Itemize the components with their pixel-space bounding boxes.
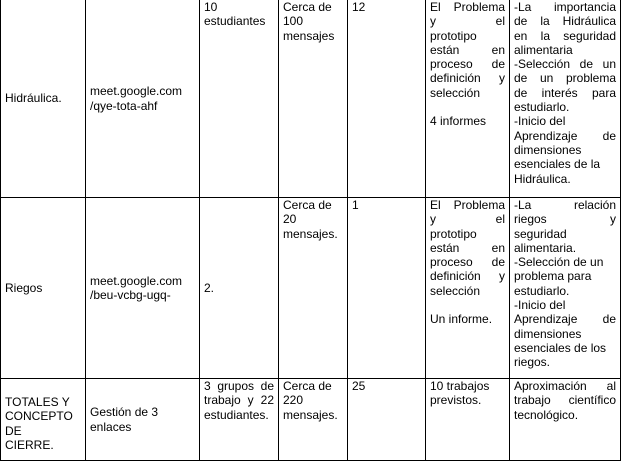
- progress-line: selección: [430, 283, 481, 298]
- activity-line: de un problema: [514, 71, 616, 86]
- messages-line: Cerca de: [283, 198, 332, 212]
- count-value: 25: [352, 379, 366, 393]
- progress-line: prototipo: [430, 226, 477, 241]
- activity-line: -Inicio del: [514, 114, 566, 129]
- progress-line: El Problema: [430, 198, 505, 212]
- count-cell: [348, 379, 426, 461]
- activity-line: dimensiones: [514, 142, 582, 157]
- group-name-cell: [1, 198, 86, 379]
- messages-cell: [279, 0, 348, 198]
- activity-line: de interés para: [514, 85, 616, 100]
- links-total-cell: [86, 379, 200, 461]
- progress-cell: [426, 198, 510, 379]
- totals-line: TOTALES Y: [5, 394, 70, 409]
- activity-line: estudiarlo.: [514, 100, 570, 115]
- totals-line: CIERRE.: [5, 437, 54, 452]
- activity-line: esenciales de la: [514, 157, 601, 172]
- activity-line: dimensiones: [514, 326, 582, 341]
- progress-line: proceso de: [430, 57, 505, 72]
- activity-line: alimentaria.: [514, 240, 577, 255]
- progress-line: prototipo: [430, 28, 477, 43]
- progress-line: 10 trabajos: [430, 379, 490, 393]
- activity-line: estudiarlo.: [514, 283, 570, 298]
- activities-cell: [510, 0, 621, 198]
- group-name: Hidráulica.: [5, 91, 62, 106]
- messages-line: Cerca de: [283, 379, 332, 393]
- activity-line: esenciales de los: [514, 340, 607, 355]
- table-row: [1, 198, 621, 379]
- activity-line: riegos y: [514, 212, 616, 227]
- count-value: 12: [352, 0, 366, 14]
- meet-link-host: meet.google.com: [90, 84, 183, 99]
- messages-line: 220: [283, 393, 304, 408]
- progress-line: selección: [430, 85, 481, 100]
- group-name-cell: [1, 0, 86, 198]
- table-row: [1, 379, 621, 461]
- progress-line: definición y: [430, 71, 505, 86]
- progress-line: están en: [430, 240, 505, 255]
- participants-line: 10: [204, 0, 218, 14]
- messages-cell: [279, 198, 348, 379]
- activity-line: Aprendizaje de: [514, 128, 616, 143]
- activity-line: -Selección de un: [514, 255, 604, 270]
- activity-line: problema para: [514, 269, 592, 284]
- participants-cell: [200, 379, 279, 461]
- reports-count: Un informe.: [430, 312, 493, 327]
- participants-line: trabajo y 22: [204, 393, 274, 408]
- meet-link-cell: [86, 0, 200, 198]
- activity-line: trabajo científico: [514, 393, 616, 408]
- messages-line: 20: [283, 212, 297, 227]
- participants-line: 3 grupos de: [204, 379, 274, 393]
- activity-line: en la seguridad: [514, 28, 616, 43]
- activity-line: tecnológico.: [514, 407, 579, 422]
- count-cell: [348, 198, 426, 379]
- activities-cell: [510, 198, 621, 379]
- count-value: 1: [352, 198, 359, 212]
- activity-line: Hidráulica.: [514, 171, 571, 186]
- activity-line: -Selección de un: [514, 57, 616, 72]
- participants-line: estudiantes: [204, 14, 266, 29]
- meet-link-host: meet.google.com: [90, 273, 183, 288]
- links-total-line: Gestión de 3: [90, 405, 159, 420]
- activity-line: -La importancia: [514, 0, 616, 14]
- links-total-line: enlaces: [90, 419, 132, 434]
- messages-line: mensajes.: [283, 407, 338, 422]
- activity-line: seguridad: [514, 226, 567, 241]
- progress-line: previstos.: [430, 393, 482, 408]
- progress-line: definición y: [430, 269, 505, 284]
- totals-line: CONCEPTO: [5, 409, 73, 424]
- group-name: Riegos: [5, 280, 43, 295]
- progress-line: El Problema: [430, 0, 505, 14]
- table-row: [1, 0, 621, 198]
- participants-line: 2.: [204, 280, 215, 295]
- meet-link-code: /beu-vcbg-ugq-: [90, 288, 171, 302]
- reports-count: 4 informes: [430, 114, 487, 129]
- participants-cell: [200, 0, 279, 198]
- activity-line: riegos.: [514, 355, 551, 370]
- meet-link-cell: [86, 198, 200, 379]
- activity-line: -Inicio del: [514, 298, 566, 313]
- progress-cell: [426, 379, 510, 461]
- activity-line: Aprendizaje de: [514, 312, 616, 327]
- progress-line: y el: [430, 212, 505, 227]
- count-cell: [348, 0, 426, 198]
- activities-cell: [510, 379, 621, 461]
- activity-line: alimentaria: [514, 42, 573, 57]
- totals-line: DE: [5, 423, 22, 438]
- activity-line: -La relación: [514, 198, 616, 212]
- meet-link-code: /qye-tota-ahf: [90, 98, 158, 113]
- messages-line: Cerca de: [283, 0, 332, 14]
- participants-line: estudiantes.: [204, 407, 269, 422]
- progress-line: están en: [430, 42, 505, 57]
- progress-cell: [426, 0, 510, 198]
- messages-cell: [279, 379, 348, 461]
- activity-line: de la Hidráulica: [514, 14, 616, 29]
- progress-line: y el: [430, 14, 505, 29]
- progress-line: proceso de: [430, 255, 505, 270]
- messages-line: mensajes.: [283, 226, 338, 241]
- messages-line: 100: [283, 14, 304, 29]
- activity-line: Aproximación al: [514, 379, 616, 393]
- group-name-cell: [1, 379, 86, 461]
- participants-cell: [200, 198, 279, 379]
- messages-line: mensajes: [283, 28, 335, 43]
